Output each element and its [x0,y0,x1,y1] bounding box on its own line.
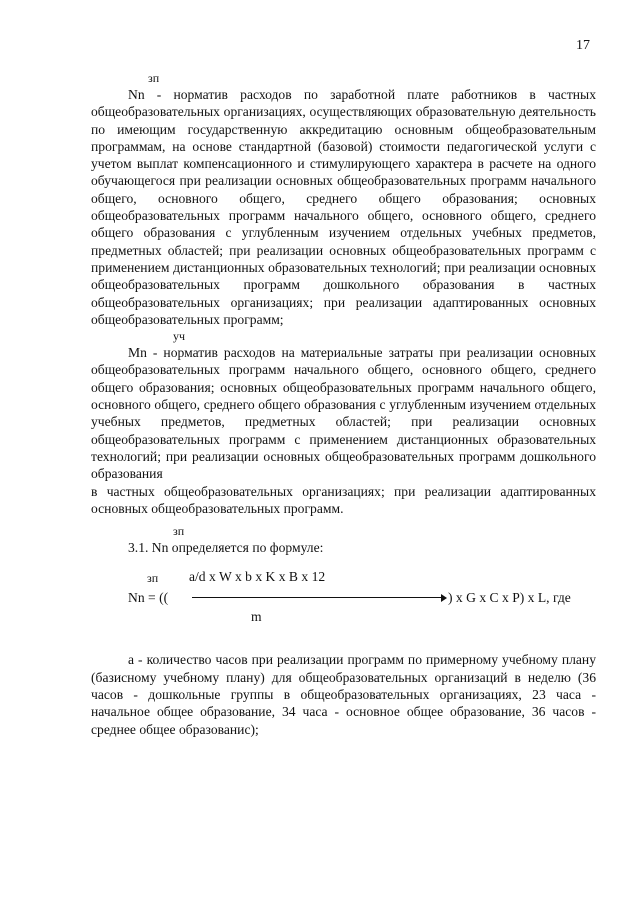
definition-mn-continuation: в частных общеобразовательных организациях; при реализации адаптированных основных общеобразовательных программ. [91,483,596,516]
page-number: 17 [576,38,590,53]
definition-a: а - количество часов при реализации программ по примерному учебному плану (базисному учебному плану) для общеобразовательных организаций в неделю (36 часов - дошкольные группы в общеобразовательных организациях, 23 часа - начальное общее образование, 34 часа - основное общее образование, 36 часов - среднее общее образованис); [91,652,596,737]
fraction-bar [192,597,442,598]
formula-denominator: m [251,609,262,625]
definition-mn-uch: Mn - норматив расходов на материальные затраты при реализации основных общеобразовательных программ начального общего, основного общего, среднего общего образования; основных общеобразовательных программ начального общего, основного общего, среднего общего образования с углубленным изучением отдельных учебных предметов, предметных областей; при реализации основных общеобразовательных программ с применением дистанционных образовательных технологий; при реализации основных общеобразовательных программ дошкольного образования [91,345,596,482]
formula-lhs: Nn = (( [128,590,169,606]
formula [91,570,596,632]
superscript-uch: уч [173,329,186,344]
formula-superscript: зп [147,571,159,586]
superscript-formula-intro: зп [173,524,185,539]
formula-numerator: a/d x W x b x K x B x 12 [189,569,326,585]
document-body [91,70,596,738]
superscript-zp: зп [148,71,160,85]
definition-nn-zp: Nn - норматив расходов по заработной плате работников в частных общеобразовательных организациях, осуществляющих образовательную деятельность по имеющим государственную аккредитацию основным общеобразовательным программам, на основе стандартной (базовой) стоимости педагогической услуги с учетом выплат компенсационного и стимулирующего характера в расчете на одного обучающегося при реализации основных общеобразовательных программ начального общего, основного общего, среднего общего образования; основных общеобразовательных программ начального общего, основного общего, среднего общего образования с углубленным изучением отдельных учебных предметов, предметных областей; при реализации основных общеобразовательных программ с применением дистанционных образовательных технологий; при реализации основных общеобразовательных программ дошкольного образования в частных общеобразовательных организациях; при реализации адаптированных основных общеобразовательных программ; [91,87,596,327]
formula-intro: 3.1. Nn определяется по формуле: [128,540,324,556]
formula-tail: ) x G x C x P) x L, где [448,590,571,606]
